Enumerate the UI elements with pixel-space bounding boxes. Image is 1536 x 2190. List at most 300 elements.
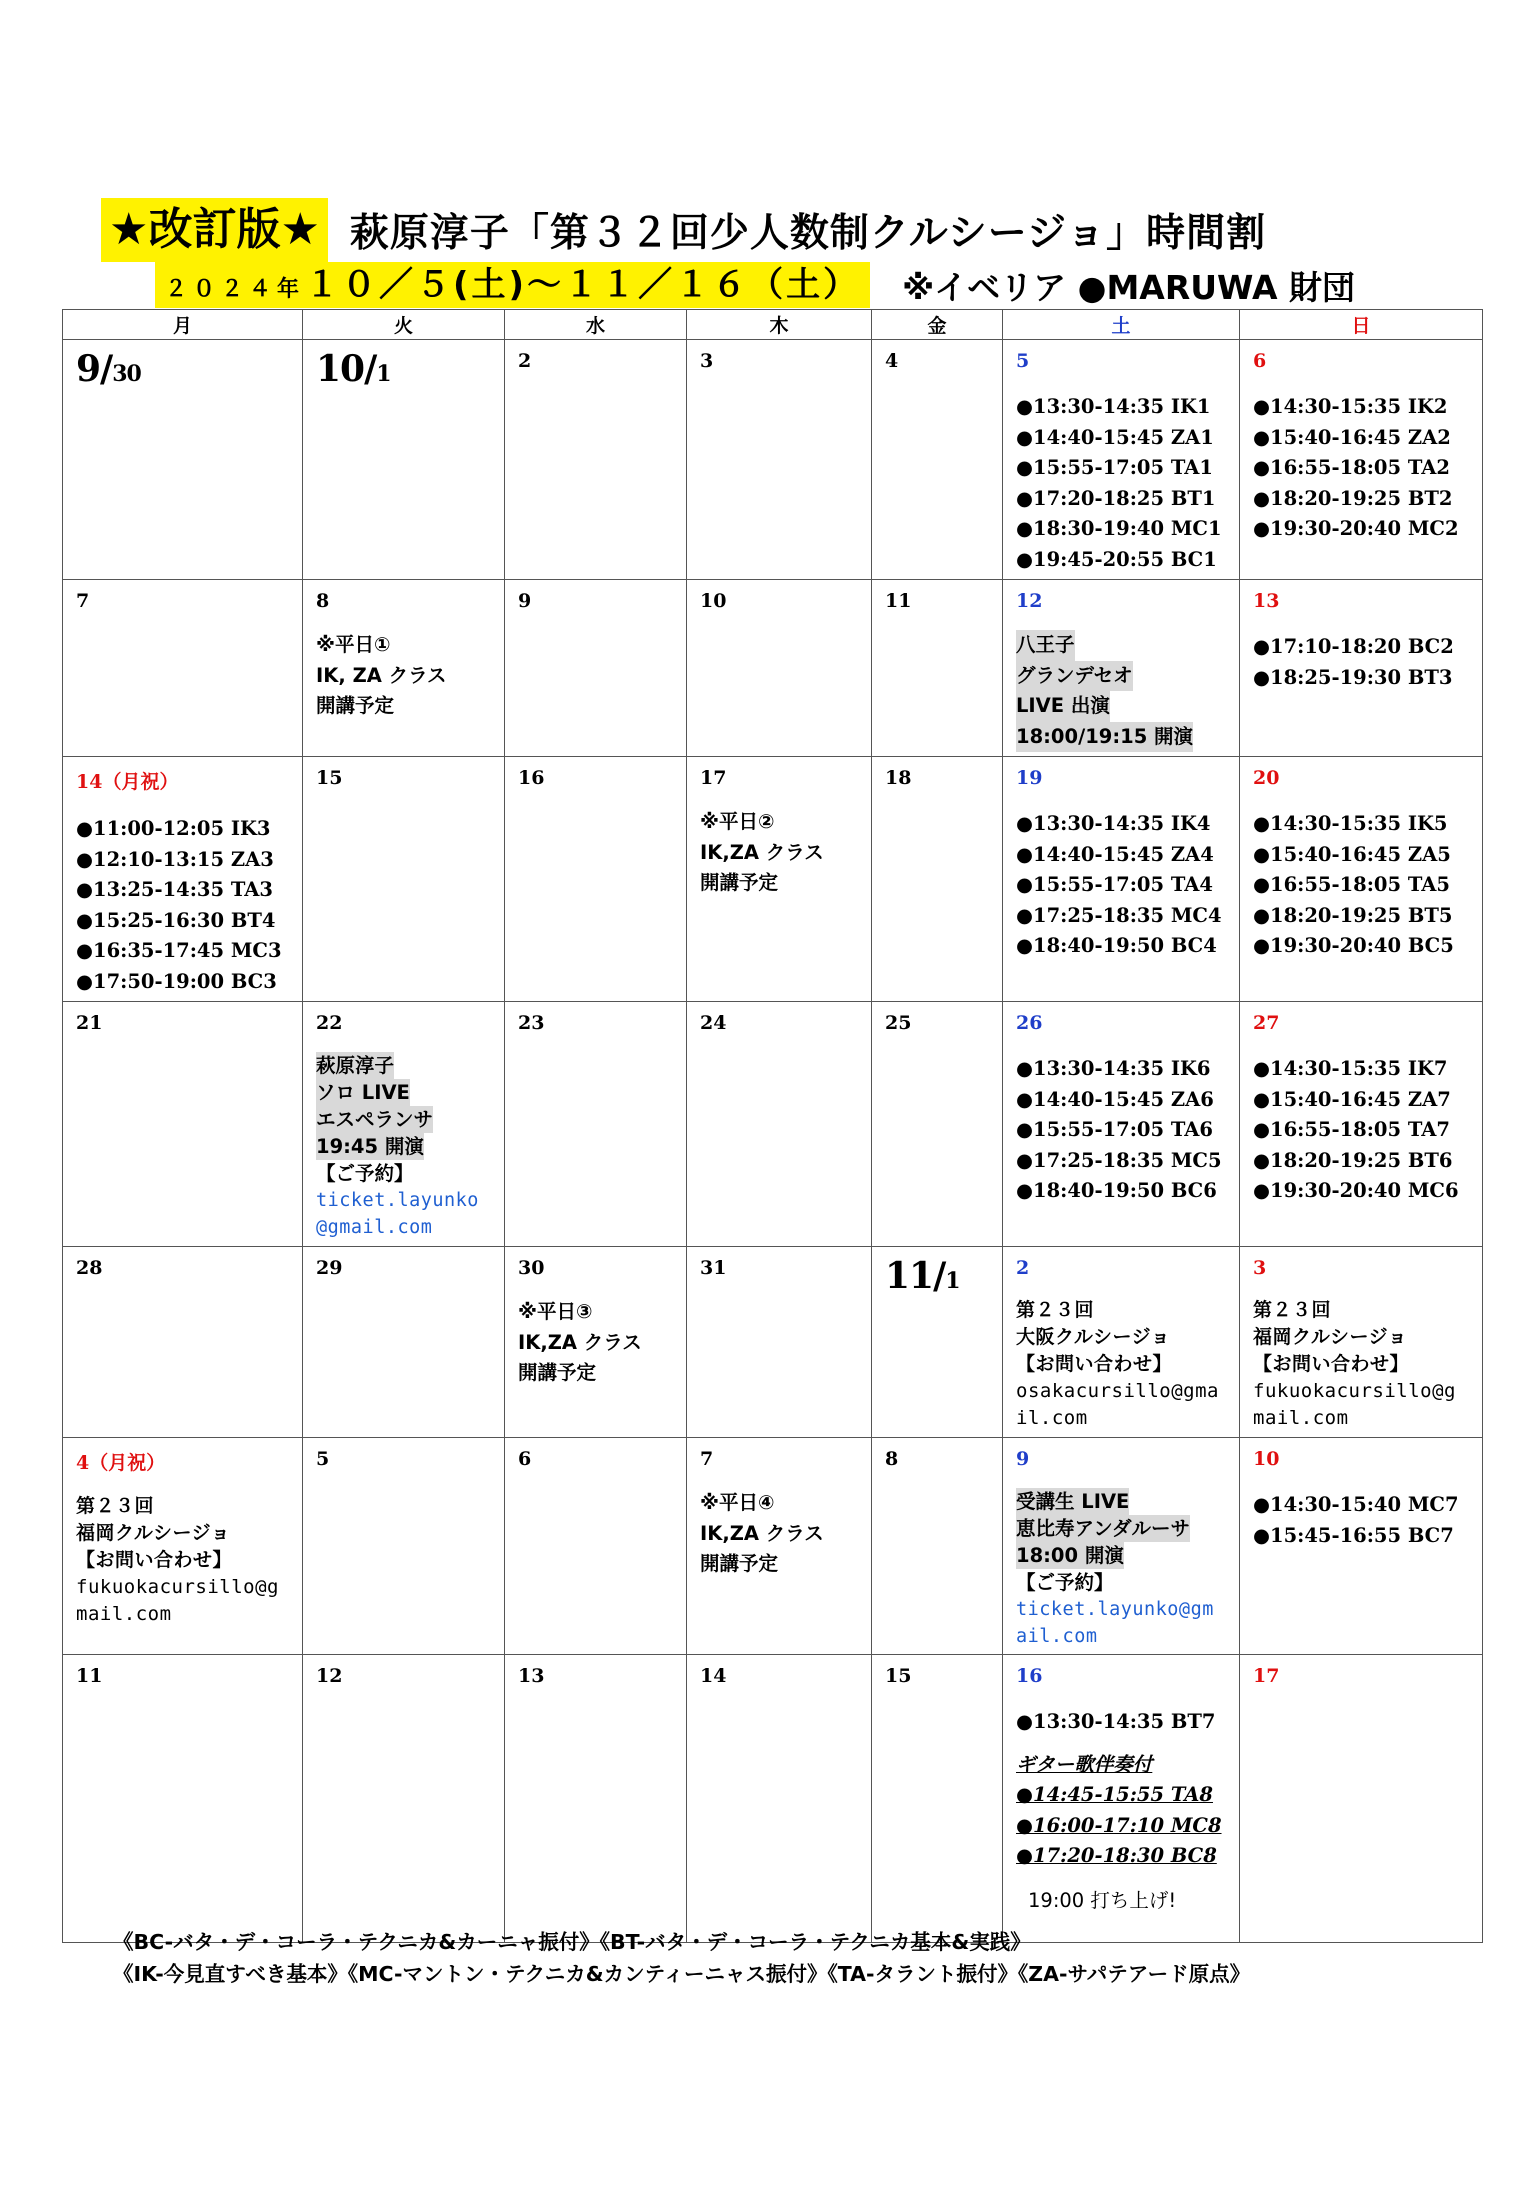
day-cell-sat <box>1003 580 1240 757</box>
day-number <box>1016 1665 1229 1687</box>
weekday-header-wed: 水 <box>505 310 687 340</box>
day-number <box>1253 1448 1472 1470</box>
weekday-header-fri: 金 <box>872 310 1003 340</box>
day-number <box>518 1665 676 1687</box>
day-number <box>700 767 861 789</box>
day-cell-fri <box>872 1002 1003 1247</box>
weekday-header-mon: 月 <box>63 310 303 340</box>
day-cell-content <box>687 757 871 903</box>
day-cell-content <box>687 340 871 376</box>
day-cell-content <box>687 1655 871 1691</box>
day-number-main: 7 <box>700 1448 714 1470</box>
day-number <box>700 590 861 612</box>
day-number <box>885 767 992 789</box>
session-item: ●13:30-14:35 IK1 <box>1016 395 1211 418</box>
day-number-main: 9 <box>518 590 532 612</box>
live-event <box>316 1052 494 1241</box>
session-item: ●13:30-14:35 IK6 <box>1016 1057 1211 1080</box>
day-cell-sun <box>1240 1002 1483 1247</box>
session-item: ●14:30-15:35 IK2 <box>1253 395 1448 418</box>
event-note <box>1016 630 1229 752</box>
day-number-main: 6 <box>1253 350 1267 372</box>
day-cell-content <box>1240 580 1482 697</box>
day-number-main: 17 <box>700 767 727 789</box>
day-number-main: 6 <box>518 1448 532 1470</box>
day-number-main: 13 <box>518 1665 545 1687</box>
session-item: ●15:40-16:45 ZA2 <box>1253 425 1451 449</box>
session-item: ●14:40-15:45 ZA6 <box>1016 1087 1214 1111</box>
weekday-header-tue: 火 <box>303 310 505 340</box>
day-number-main: 11/ <box>885 1255 946 1297</box>
day-number-small: 1 <box>376 361 391 387</box>
contact-email-link[interactable]: mail.com <box>76 1603 172 1625</box>
day-number <box>518 590 676 612</box>
day-number-main: 10 <box>700 590 727 612</box>
day-cell-content <box>303 757 504 793</box>
session-list <box>1253 392 1472 545</box>
day-number-main: 16 <box>1016 1665 1043 1687</box>
session-item: ●17:50-19:00 BC3 <box>76 969 277 993</box>
day-number <box>1016 1012 1229 1034</box>
day-cell-wed <box>505 1002 687 1247</box>
day-cell-content <box>872 1247 1002 1301</box>
info-line: 福岡クルシージョ <box>1253 1326 1408 1348</box>
day-number-main: 8 <box>885 1448 899 1470</box>
day-number <box>1016 1257 1229 1279</box>
live-line: 18:00 開演 <box>1016 1544 1124 1567</box>
day-cell-content <box>872 1002 1002 1038</box>
day-cell-fri <box>872 1438 1003 1655</box>
day-cell-wed <box>505 1655 687 1943</box>
note-line: ※平日① <box>316 633 391 656</box>
session-item: ●14:30-15:40 MC7 <box>1253 1493 1459 1516</box>
session-item: ●14:40-15:45 ZA1 <box>1016 425 1214 449</box>
day-number-main: 12 <box>1016 590 1043 612</box>
info-line: 【お問い合わせ】 <box>1016 1353 1173 1375</box>
live-line: 受講生 LIVE <box>1016 1490 1130 1513</box>
day-number-small: 1 <box>945 1268 960 1294</box>
day-number-main: 27 <box>1253 1012 1280 1034</box>
calendar-week-row <box>63 1655 1483 1943</box>
info-line: 大阪クルシージョ <box>1016 1326 1171 1348</box>
day-cell-content <box>303 580 504 726</box>
day-number-main: 15 <box>316 767 343 789</box>
reservation-email-link[interactable]: ail.com <box>1016 1626 1098 1647</box>
day-cell-tue <box>303 1247 505 1438</box>
event-note <box>518 1297 676 1389</box>
day-number <box>76 1665 292 1687</box>
session-item: ●16:55-18:05 TA7 <box>1253 1118 1450 1141</box>
page-title: 萩原淳子「第３２回少人数制クルシージョ」時間割 <box>349 211 1267 256</box>
day-cell-fri <box>872 1655 1003 1943</box>
note-line: 開講予定 <box>316 694 395 717</box>
guitar-session-item: ●14:45-15:55 TA8 <box>1016 1783 1213 1806</box>
note-line: 八王子 <box>1016 630 1075 661</box>
info-line: 【お問い合わせ】 <box>76 1549 233 1571</box>
session-list <box>76 814 292 997</box>
day-number-main: 18 <box>885 767 912 789</box>
day-number <box>1253 350 1472 372</box>
day-number-main: 15 <box>885 1665 912 1687</box>
session-item: ●17:20-18:25 BT1 <box>1016 486 1216 510</box>
day-number <box>316 1448 494 1470</box>
day-cell-wed <box>505 1438 687 1655</box>
day-number-main: 24 <box>700 1012 727 1034</box>
day-cell-sat <box>1003 1247 1240 1438</box>
day-number <box>1016 350 1229 372</box>
session-item: ●18:30-19:40 MC1 <box>1016 517 1222 540</box>
session-list <box>1253 1490 1472 1551</box>
day-number-main: 2 <box>1016 1257 1030 1279</box>
day-cell-content <box>303 1438 504 1474</box>
note-line: ※平日③ <box>518 1300 593 1323</box>
contact-email-link[interactable]: fukuokacursillo@g <box>76 1576 279 1598</box>
guitar-session-item: ●16:00-17:10 MC8 <box>1016 1813 1222 1837</box>
revised-badge: ★改訂版★ <box>101 198 328 262</box>
day-cell-mon <box>63 1002 303 1247</box>
day-cell-content <box>872 1655 1002 1691</box>
day-number-main: 25 <box>885 1012 912 1034</box>
note-line: IK,ZA クラス <box>518 1330 642 1354</box>
calendar-week-row <box>63 1002 1483 1247</box>
session-item: ●16:35-17:45 MC3 <box>76 939 282 962</box>
session-item: ●17:10-18:20 BC2 <box>1253 635 1454 658</box>
date-range <box>155 262 870 308</box>
session-item: ●18:25-19:30 BT3 <box>1253 665 1453 689</box>
day-number <box>1253 590 1472 612</box>
day-cell-mon <box>63 1247 303 1438</box>
day-cell-mon <box>63 580 303 757</box>
session-list <box>1016 809 1229 962</box>
session-item: ●18:40-19:50 BC4 <box>1016 934 1217 957</box>
day-number-main: 26 <box>1016 1012 1043 1034</box>
day-cell-tue <box>303 1438 505 1655</box>
day-cell-mon <box>63 1438 303 1655</box>
session-item: ●19:30-20:40 BC5 <box>1253 934 1454 957</box>
contact-email-link[interactable]: osakacursillo@gma <box>1016 1380 1219 1402</box>
day-cell-sun <box>1240 340 1483 580</box>
day-number-main: 20 <box>1253 767 1280 789</box>
info-line: 【お問い合わせ】 <box>1253 1353 1410 1375</box>
day-cell-fri <box>872 757 1003 1002</box>
day-cell-thu <box>687 1247 872 1438</box>
session-list <box>1253 809 1472 962</box>
day-number-main: 29 <box>316 1257 343 1279</box>
contact-email-link[interactable]: mail.com <box>1253 1407 1349 1429</box>
day-cell-content <box>505 1002 686 1038</box>
day-cell-content <box>1003 340 1239 579</box>
venue-legend: ※イベリア ●MARUWA 財団 <box>902 267 1355 307</box>
day-cell-wed <box>505 580 687 757</box>
session-item: ●17:25-18:35 MC4 <box>1016 903 1222 927</box>
day-number-main: 14 <box>700 1665 727 1687</box>
day-number-main: 30 <box>518 1257 545 1279</box>
info-line: 第２３回 <box>76 1495 155 1517</box>
day-cell-content <box>1003 1247 1239 1436</box>
day-number-main: 16 <box>518 767 545 789</box>
session-item: ●15:25-16:30 BT4 <box>76 908 276 932</box>
day-number-main: 8 <box>316 590 330 612</box>
session-item: ●19:45-20:55 BC1 <box>1016 547 1217 571</box>
day-number <box>1253 1665 1472 1687</box>
session-item: ●18:20-19:25 BT2 <box>1253 486 1453 510</box>
day-number-main: 14（月祝） <box>76 771 179 793</box>
title-line <box>101 198 1266 262</box>
day-number <box>700 1012 861 1034</box>
day-cell-content <box>1003 1438 1239 1654</box>
day-number <box>1253 767 1472 789</box>
day-cell-content <box>687 580 871 616</box>
day-number-main: 11 <box>885 590 912 612</box>
session-list <box>1253 1054 1472 1207</box>
day-cell-sun <box>1240 1247 1483 1438</box>
day-cell-content <box>303 1655 504 1691</box>
session-item: ●12:10-13:15 ZA3 <box>76 847 274 871</box>
session-list <box>1016 392 1229 575</box>
day-number <box>518 1257 676 1279</box>
day-number-main: 4（月祝） <box>76 1452 166 1474</box>
day-cell-tue <box>303 340 505 580</box>
event-note <box>700 807 861 899</box>
session-item: ●19:30-20:40 MC6 <box>1253 1179 1459 1202</box>
day-number-main: 19 <box>1016 767 1043 789</box>
day-number <box>316 590 494 612</box>
day-number-main: 13 <box>1253 590 1280 612</box>
day-number <box>316 1257 494 1279</box>
day-cell-content <box>505 340 686 376</box>
day-cell-content <box>63 1247 302 1283</box>
reservation-email-link[interactable]: ticket.layunko <box>316 1190 479 1211</box>
live-event <box>1016 1488 1229 1650</box>
day-number <box>1253 1257 1472 1279</box>
day-cell-mon <box>63 340 303 580</box>
session-item: ●18:40-19:50 BC6 <box>1016 1179 1217 1202</box>
day-number <box>518 350 676 372</box>
day-number-main: 3 <box>1253 1257 1267 1279</box>
session-item: ●14:30-15:35 IK5 <box>1253 812 1448 835</box>
day-cell-content <box>505 580 686 616</box>
day-number <box>885 1012 992 1034</box>
day-number <box>76 590 292 612</box>
day-number-main: 28 <box>76 1257 103 1279</box>
legend-line-2: 《IK-今見直すべき基本》《MC-マントン・テクニカ&カンティーニャス振付》《TA-タラント振付》《ZA-サパテアード原点》 <box>113 1962 1251 1986</box>
live-line: エスペランサ <box>316 1108 434 1131</box>
note-line: IK,ZA クラス <box>700 1521 824 1545</box>
day-number-main: 10/ <box>316 348 377 390</box>
event-note <box>316 630 494 722</box>
day-cell-content <box>63 1438 302 1632</box>
day-cell-content <box>1003 757 1239 966</box>
day-cell-content <box>63 580 302 616</box>
day-cell-content <box>63 1002 302 1038</box>
day-number-main: 5 <box>1016 350 1030 372</box>
calendar-week-row <box>63 580 1483 757</box>
weekday-header-thu: 木 <box>687 310 872 340</box>
note-line: IK,ZA クラス <box>700 840 824 864</box>
weekday-header-sat: 土 <box>1003 310 1240 340</box>
day-number <box>76 1012 292 1034</box>
live-line: ソロ LIVE <box>316 1081 410 1104</box>
day-cell-content <box>1003 1655 1239 1920</box>
session-item: ●15:40-16:45 ZA5 <box>1253 842 1451 866</box>
day-cell-content <box>303 1247 504 1283</box>
day-cell-thu <box>687 580 872 757</box>
reserve-label: 【ご予約】 <box>316 1162 414 1185</box>
calendar-table <box>62 309 1483 1943</box>
day-cell-thu <box>687 1002 872 1247</box>
day-number-main: 22 <box>316 1012 343 1034</box>
day-number <box>700 350 861 372</box>
day-cell-sun <box>1240 1655 1483 1943</box>
day-cell-content <box>872 340 1002 376</box>
live-line: 萩原淳子 <box>316 1054 395 1077</box>
day-cell-content <box>63 340 302 394</box>
day-number-main: 7 <box>76 590 90 612</box>
day-cell-content <box>687 1438 871 1584</box>
day-cell-content <box>303 340 504 394</box>
day-number-main: 23 <box>518 1012 545 1034</box>
day-cell-sat <box>1003 1655 1240 1943</box>
day-cell-content <box>872 1438 1002 1474</box>
session-list <box>1253 632 1472 693</box>
day-cell-wed <box>505 1247 687 1438</box>
day-number <box>316 348 494 390</box>
session-list <box>1016 1054 1229 1207</box>
day-cell-thu <box>687 340 872 580</box>
session-item: ●13:30-14:35 IK4 <box>1016 812 1211 835</box>
session-item: ●14:40-15:45 ZA4 <box>1016 842 1214 866</box>
day-cell-content <box>872 757 1002 793</box>
event-note <box>700 1488 861 1580</box>
year-label: ２０２４年 <box>165 277 306 302</box>
day-number <box>316 1012 494 1034</box>
session-item: ●19:30-20:40 MC2 <box>1253 517 1459 540</box>
day-cell-sat <box>1003 1002 1240 1247</box>
day-cell-fri <box>872 340 1003 580</box>
day-cell-content <box>872 580 1002 616</box>
reservation-email-link[interactable]: @gmail.com <box>316 1217 433 1238</box>
day-cell-wed <box>505 340 687 580</box>
day-cell-wed <box>505 757 687 1002</box>
day-number <box>700 1665 861 1687</box>
day-cell-content <box>1003 580 1239 756</box>
session-item: ●15:40-16:45 ZA7 <box>1253 1087 1451 1111</box>
day-cell-content <box>1240 757 1482 966</box>
day-cell-content <box>1003 1002 1239 1211</box>
day-number <box>885 1448 992 1470</box>
session-item: ●16:55-18:05 TA5 <box>1253 873 1450 896</box>
day-number <box>700 1448 861 1470</box>
live-line: 19:45 開演 <box>316 1135 424 1158</box>
day-cell-tue <box>303 1002 505 1247</box>
day-number <box>76 348 292 390</box>
day-number <box>1016 1448 1229 1470</box>
day-number <box>316 767 494 789</box>
session-item: ●11:00-12:05 IK3 <box>76 817 271 840</box>
reserve-label: 【ご予約】 <box>1016 1571 1114 1594</box>
day-number <box>700 1257 861 1279</box>
day-cell-content <box>63 757 302 1001</box>
session-item: ●18:20-19:25 BT6 <box>1253 1148 1453 1172</box>
day-cell-sun <box>1240 757 1483 1002</box>
session-item: ●13:30-14:35 BT7 <box>1016 1710 1216 1733</box>
day-number <box>885 350 992 372</box>
day-number <box>76 1257 292 1279</box>
day-number <box>885 1255 992 1297</box>
day-cell-fri <box>872 1247 1003 1438</box>
day-cell-content <box>505 1438 686 1474</box>
day-cell-sat <box>1003 340 1240 580</box>
guitar-session-item: ●17:20-18:30 BC8 <box>1016 1844 1217 1867</box>
day-number <box>518 1448 676 1470</box>
day-cell-thu <box>687 757 872 1002</box>
guitar-accompaniment-title: ギター歌伴奏付 <box>1016 1752 1153 1776</box>
note-line: LIVE 出演 <box>1016 691 1110 722</box>
session-item: ●15:55-17:05 TA6 <box>1016 1118 1213 1141</box>
day-number <box>1016 767 1229 789</box>
day-cell-mon <box>63 1655 303 1943</box>
subtitle-line <box>155 262 1355 308</box>
calendar-week-row <box>63 340 1483 580</box>
weekday-header-row <box>63 310 1483 340</box>
cursillo-info <box>1253 1297 1472 1432</box>
day-cell-content <box>1240 340 1482 549</box>
note-line: 18:00/19:15 開演 <box>1016 722 1193 753</box>
day-number-main: 11 <box>76 1665 103 1687</box>
note-line: IK, ZA クラス <box>316 663 447 687</box>
note-line: ※平日④ <box>700 1491 775 1514</box>
day-number-main: 5 <box>316 1448 330 1470</box>
day-number <box>518 767 676 789</box>
day-number-main: 3 <box>700 350 714 372</box>
day-number <box>1253 1012 1472 1034</box>
contact-email-link[interactable]: fukuokacursillo@g <box>1253 1380 1456 1402</box>
day-cell-sun <box>1240 1438 1483 1655</box>
session-item: ●18:20-19:25 BT5 <box>1253 903 1453 927</box>
day-cell-content <box>687 1247 871 1283</box>
info-line: 第２３回 <box>1016 1299 1095 1321</box>
info-line: 福岡クルシージョ <box>76 1522 231 1544</box>
reservation-email-link[interactable]: ticket.layunko@gm <box>1016 1599 1214 1620</box>
cursillo-info <box>1016 1297 1229 1432</box>
day-cell-content <box>687 1002 871 1038</box>
note-line: 開講予定 <box>518 1361 597 1384</box>
day-number <box>76 1448 292 1475</box>
day-number-main: 9 <box>1016 1448 1030 1470</box>
note-line: ※平日② <box>700 810 775 833</box>
day-cell-content <box>505 1655 686 1691</box>
contact-email-link[interactable]: il.com <box>1016 1407 1088 1429</box>
session-item: ●15:55-17:05 TA4 <box>1016 873 1213 896</box>
day-cell-thu <box>687 1655 872 1943</box>
info-line: 第２３回 <box>1253 1299 1332 1321</box>
legend-line-1: 《BC-バタ・デ・コーラ・テクニカ&カーニャ振付》《BT-バタ・デ・コーラ・テクニカ基本&実践》 <box>113 1930 1031 1954</box>
day-number <box>1016 590 1229 612</box>
day-cell-sat <box>1003 1438 1240 1655</box>
day-cell-content <box>505 757 686 793</box>
day-cell-sat <box>1003 757 1240 1002</box>
session-item: ●14:30-15:35 IK7 <box>1253 1057 1448 1080</box>
day-cell-tue <box>303 1655 505 1943</box>
day-cell-tue <box>303 757 505 1002</box>
day-cell-thu <box>687 1438 872 1655</box>
afterparty-note: 19:00 打ち上げ! <box>1028 1888 1177 1912</box>
day-cell-content <box>1240 1247 1482 1436</box>
day-cell-content <box>1240 1438 1482 1555</box>
note-line: グランデセオ <box>1016 661 1133 692</box>
session-item: ●17:25-18:35 MC5 <box>1016 1148 1222 1172</box>
day-number-main: 17 <box>1253 1665 1280 1687</box>
